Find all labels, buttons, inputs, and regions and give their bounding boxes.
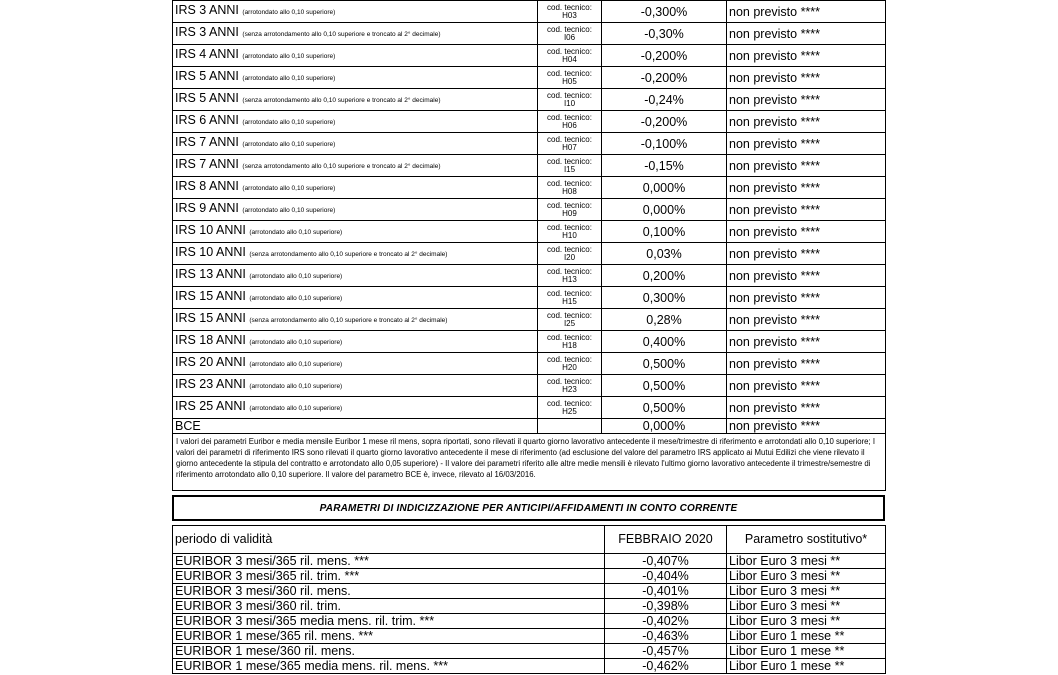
anticipi-substitute: Libor Euro 3 mesi ** (727, 554, 886, 569)
irs-substitute: non previsto **** (727, 353, 886, 375)
irs-row (173, 199, 886, 221)
anticipi-value: -0,398% (605, 599, 727, 614)
anticipi-name: EURIBOR 3 mesi/360 ril. mens. (173, 584, 605, 599)
irs-substitute: non previsto **** (727, 243, 886, 265)
irs-code-cell (538, 309, 602, 331)
irs-substitute: non previsto **** (727, 67, 886, 89)
irs-code-cell (538, 155, 602, 177)
document-page (172, 0, 885, 674)
anticipi-row (173, 659, 886, 674)
header-period: periodo di validità (173, 526, 605, 554)
code-value: H03 (562, 10, 577, 20)
bce-code (538, 419, 602, 434)
irs-row (173, 221, 886, 243)
irs-rounding-note: (senza arrotondamento allo 0,10 superiore e troncato al 2° decimale) (249, 251, 448, 258)
bce-substitute: non previsto **** (727, 419, 886, 434)
irs-name: IRS 8 ANNI (175, 179, 239, 193)
irs-value: 0,28% (602, 309, 727, 331)
anticipi-row (173, 614, 886, 629)
irs-name-cell (173, 353, 538, 375)
irs-rounding-note: (arrotondato allo 0,10 superiore) (249, 339, 343, 346)
irs-value: -0,30% (602, 23, 727, 45)
irs-name-cell (173, 243, 538, 265)
irs-code-cell (538, 287, 602, 309)
code-value: H18 (562, 340, 577, 350)
irs-name-cell (173, 45, 538, 67)
code-value: H15 (562, 296, 577, 306)
header-substitute: Parametro sostitutivo* (727, 526, 886, 554)
code-label: cod. tecnico: (547, 46, 592, 56)
irs-substitute: non previsto **** (727, 155, 886, 177)
irs-name-cell (173, 67, 538, 89)
irs-row (173, 133, 886, 155)
code-value: H25 (562, 406, 577, 416)
irs-code-cell (538, 23, 602, 45)
irs-row (173, 397, 886, 419)
irs-name: IRS 20 ANNI (175, 355, 246, 369)
code-value: H08 (562, 186, 577, 196)
code-value: H07 (562, 142, 577, 152)
irs-name-cell (173, 375, 538, 397)
irs-name-cell (173, 221, 538, 243)
code-label: cod. tecnico: (547, 24, 592, 34)
irs-code-cell (538, 243, 602, 265)
bce-value: 0,000% (602, 419, 727, 434)
anticipi-name: EURIBOR 1 mese/365 media mens. ril. mens. *** (173, 659, 605, 674)
code-label: cod. tecnico: (547, 200, 592, 210)
irs-row (173, 287, 886, 309)
code-label: cod. tecnico: (547, 178, 592, 188)
code-value: I15 (563, 164, 576, 174)
irs-rounding-note: (arrotondato allo 0,10 superiore) (249, 273, 343, 280)
anticipi-value: -0,404% (605, 569, 727, 584)
irs-name-cell (173, 155, 538, 177)
code-label: cod. tecnico: (547, 134, 592, 144)
section-title: PARAMETRI DI INDICIZZAZIONE PER ANTICIPI/AFFIDAMENTI IN CONTO CORRENTE (172, 495, 885, 521)
anticipi-value: -0,462% (605, 659, 727, 674)
code-value: H05 (562, 76, 577, 86)
irs-substitute: non previsto **** (727, 375, 886, 397)
anticipi-name: EURIBOR 3 mesi/365 ril. trim. *** (173, 569, 605, 584)
irs-code-cell (538, 265, 602, 287)
irs-name-cell (173, 287, 538, 309)
irs-name-cell (173, 265, 538, 287)
irs-row (173, 375, 886, 397)
irs-substitute: non previsto **** (727, 23, 886, 45)
irs-substitute: non previsto **** (727, 331, 886, 353)
irs-code-cell (538, 397, 602, 419)
irs-value: 0,500% (602, 353, 727, 375)
irs-code-cell (538, 45, 602, 67)
irs-name: IRS 7 ANNI (175, 135, 239, 149)
anticipi-row (173, 644, 886, 659)
irs-rounding-note: (arrotondato allo 0,10 superiore) (249, 295, 343, 302)
anticipi-row (173, 554, 886, 569)
irs-name: IRS 3 ANNI (175, 25, 239, 39)
irs-substitute: non previsto **** (727, 1, 886, 23)
irs-row (173, 89, 886, 111)
irs-name: IRS 23 ANNI (175, 377, 246, 391)
code-label: cod. tecnico: (547, 332, 592, 342)
irs-code-cell (538, 199, 602, 221)
code-value: I25 (563, 318, 576, 328)
anticipi-substitute: Libor Euro 1 mese ** (727, 644, 886, 659)
code-label: cod. tecnico: (547, 244, 592, 254)
irs-substitute: non previsto **** (727, 397, 886, 419)
irs-value: 0,000% (602, 177, 727, 199)
anticipi-table (172, 525, 886, 674)
anticipi-substitute: Libor Euro 3 mesi ** (727, 614, 886, 629)
anticipi-name: EURIBOR 3 mesi/365 media mens. ril. trim. *** (173, 614, 605, 629)
irs-code-cell (538, 89, 602, 111)
code-label: cod. tecnico: (547, 222, 592, 232)
anticipi-name: EURIBOR 3 mesi/360 ril. trim. (173, 599, 605, 614)
irs-row (173, 353, 886, 375)
irs-rounding-note: (arrotondato allo 0,10 superiore) (242, 207, 336, 214)
anticipi-value: -0,407% (605, 554, 727, 569)
irs-row (173, 265, 886, 287)
anticipi-row (173, 599, 886, 614)
irs-value: -0,24% (602, 89, 727, 111)
irs-rounding-note: (senza arrotondamento allo 0,10 superiore e troncato al 2° decimale) (242, 97, 441, 104)
irs-name-cell (173, 23, 538, 45)
irs-substitute: non previsto **** (727, 265, 886, 287)
irs-rounding-note: (arrotondato allo 0,10 superiore) (249, 405, 343, 412)
code-value: I20 (563, 252, 576, 262)
irs-name-cell (173, 1, 538, 23)
code-label: cod. tecnico: (547, 156, 592, 166)
irs-row (173, 243, 886, 265)
code-value: H09 (562, 208, 577, 218)
irs-rounding-note: (arrotondato allo 0,10 superiore) (242, 119, 336, 126)
anticipi-substitute: Libor Euro 1 mese ** (727, 629, 886, 644)
irs-value: 0,03% (602, 243, 727, 265)
irs-rounding-note: (senza arrotondamento allo 0,10 superiore e troncato al 2° decimale) (249, 317, 448, 324)
irs-substitute: non previsto **** (727, 177, 886, 199)
irs-value: 0,100% (602, 221, 727, 243)
irs-row (173, 177, 886, 199)
irs-row (173, 45, 886, 67)
irs-table (172, 0, 886, 491)
irs-row (173, 309, 886, 331)
irs-value: -0,200% (602, 45, 727, 67)
irs-rounding-note: (senza arrotondamento allo 0,10 superiore e troncato al 2° decimale) (242, 31, 441, 38)
irs-row (173, 1, 886, 23)
irs-name: IRS 4 ANNI (175, 47, 239, 61)
anticipi-row (173, 584, 886, 599)
code-label: cod. tecnico: (547, 288, 592, 298)
bce-name: BCE (173, 419, 538, 434)
irs-rounding-note: (arrotondato allo 0,10 superiore) (242, 75, 336, 82)
code-value: H20 (562, 362, 577, 372)
irs-code-cell (538, 133, 602, 155)
irs-code-cell (538, 221, 602, 243)
irs-name: IRS 10 ANNI (175, 245, 246, 259)
anticipi-header-row (173, 526, 886, 554)
irs-name: IRS 15 ANNI (175, 289, 246, 303)
anticipi-substitute: Libor Euro 1 mese ** (727, 659, 886, 674)
anticipi-row (173, 569, 886, 584)
irs-value: 0,400% (602, 331, 727, 353)
irs-substitute: non previsto **** (727, 309, 886, 331)
irs-rounding-note: (arrotondato allo 0,10 superiore) (249, 229, 343, 236)
irs-rounding-note: (arrotondato allo 0,10 superiore) (242, 53, 336, 60)
irs-name: IRS 6 ANNI (175, 113, 239, 127)
anticipi-name: EURIBOR 3 mesi/365 ril. mens. *** (173, 554, 605, 569)
irs-value: -0,200% (602, 111, 727, 133)
irs-code-cell (538, 353, 602, 375)
anticipi-value: -0,401% (605, 584, 727, 599)
code-label: cod. tecnico: (547, 398, 592, 408)
irs-value: -0,15% (602, 155, 727, 177)
irs-rounding-note: (arrotondato allo 0,10 superiore) (242, 141, 336, 148)
irs-substitute: non previsto **** (727, 199, 886, 221)
bce-row (173, 419, 886, 434)
irs-name: IRS 9 ANNI (175, 201, 239, 215)
irs-rounding-note: (arrotondato allo 0,10 superiore) (242, 9, 336, 16)
irs-name: IRS 5 ANNI (175, 69, 239, 83)
irs-code-cell (538, 375, 602, 397)
irs-row (173, 155, 886, 177)
irs-code-cell (538, 331, 602, 353)
code-label: cod. tecnico: (547, 68, 592, 78)
irs-name-cell (173, 331, 538, 353)
code-label: cod. tecnico: (547, 2, 592, 12)
anticipi-value: -0,402% (605, 614, 727, 629)
code-label: cod. tecnico: (547, 354, 592, 364)
irs-substitute: non previsto **** (727, 287, 886, 309)
irs-value: -0,300% (602, 1, 727, 23)
irs-rounding-note: (arrotondato allo 0,10 superiore) (249, 383, 343, 390)
irs-row (173, 67, 886, 89)
irs-value: 0,000% (602, 199, 727, 221)
anticipi-name: EURIBOR 1 mese/360 ril. mens. (173, 644, 605, 659)
irs-name-cell (173, 177, 538, 199)
irs-substitute: non previsto **** (727, 221, 886, 243)
irs-name: IRS 3 ANNI (175, 3, 239, 17)
irs-name-cell (173, 199, 538, 221)
irs-name-cell (173, 89, 538, 111)
irs-name-cell (173, 309, 538, 331)
code-label: cod. tecnico: (547, 310, 592, 320)
code-value: I10 (563, 98, 576, 108)
irs-name: IRS 13 ANNI (175, 267, 246, 281)
anticipi-value: -0,463% (605, 629, 727, 644)
code-label: cod. tecnico: (547, 90, 592, 100)
irs-name: IRS 10 ANNI (175, 223, 246, 237)
irs-rounding-note: (arrotondato allo 0,10 superiore) (249, 361, 343, 368)
code-label: cod. tecnico: (547, 266, 592, 276)
irs-value: 0,300% (602, 287, 727, 309)
irs-name-cell (173, 397, 538, 419)
code-value: H06 (562, 120, 577, 130)
irs-substitute: non previsto **** (727, 111, 886, 133)
irs-value: 0,500% (602, 375, 727, 397)
irs-name: IRS 7 ANNI (175, 157, 239, 171)
anticipi-name: EURIBOR 1 mese/365 ril. mens. *** (173, 629, 605, 644)
irs-name-cell (173, 111, 538, 133)
code-value: H13 (562, 274, 577, 284)
irs-value: -0,200% (602, 67, 727, 89)
irs-value: 0,500% (602, 397, 727, 419)
anticipi-substitute: Libor Euro 3 mesi ** (727, 569, 886, 584)
irs-row (173, 23, 886, 45)
code-value: I06 (563, 32, 576, 42)
irs-substitute: non previsto **** (727, 133, 886, 155)
footnote: I valori dei parametri Euribor e media mensile Euribor 1 mese ril mens, sopra riportati, sono rilevati il quarto giorno lavorativo antecedente il mese/trimestre di riferimento e arrotondati allo 0,10 superiore; I valori dei parametri di riferimento IRS sono rilevati il quarto giorno lavorativo antecedente il mese di riferimento (ad esclusione del valore del parametro IRS applicato ai Mutui Edilizi che viene rilevato il giorno antecedente la stipula del contratto e arrotondato allo 0,05 superiore) - Il valore dei parametri riferito alle altre medie mensili è rilevato l'ultimo giorno lavorativo antecedente il trimestre/semestre di riferimento arrotondato allo 0,10 superiore. Il valore del parametro BCE è, invece, rilevato al 16/03/2016. (173, 434, 886, 491)
irs-code-cell (538, 67, 602, 89)
code-label: cod. tecnico: (547, 112, 592, 122)
irs-code-cell (538, 111, 602, 133)
anticipi-row (173, 629, 886, 644)
irs-name: IRS 5 ANNI (175, 91, 239, 105)
irs-substitute: non previsto **** (727, 45, 886, 67)
anticipi-substitute: Libor Euro 3 mesi ** (727, 584, 886, 599)
header-month: FEBBRAIO 2020 (605, 526, 727, 554)
irs-name: IRS 25 ANNI (175, 399, 246, 413)
anticipi-value: -0,457% (605, 644, 727, 659)
irs-code-cell (538, 1, 602, 23)
irs-row (173, 331, 886, 353)
irs-row (173, 111, 886, 133)
code-value: H10 (562, 230, 577, 240)
irs-value: -0,100% (602, 133, 727, 155)
code-value: H04 (562, 54, 577, 64)
irs-substitute: non previsto **** (727, 89, 886, 111)
irs-name: IRS 15 ANNI (175, 311, 246, 325)
irs-value: 0,200% (602, 265, 727, 287)
code-label: cod. tecnico: (547, 376, 592, 386)
anticipi-substitute: Libor Euro 3 mesi ** (727, 599, 886, 614)
irs-rounding-note: (senza arrotondamento allo 0,10 superiore e troncato al 2° decimale) (242, 163, 441, 170)
irs-rounding-note: (arrotondato allo 0,10 superiore) (242, 185, 336, 192)
irs-name: IRS 18 ANNI (175, 333, 246, 347)
irs-name-cell (173, 133, 538, 155)
code-value: H23 (562, 384, 577, 394)
irs-code-cell (538, 177, 602, 199)
